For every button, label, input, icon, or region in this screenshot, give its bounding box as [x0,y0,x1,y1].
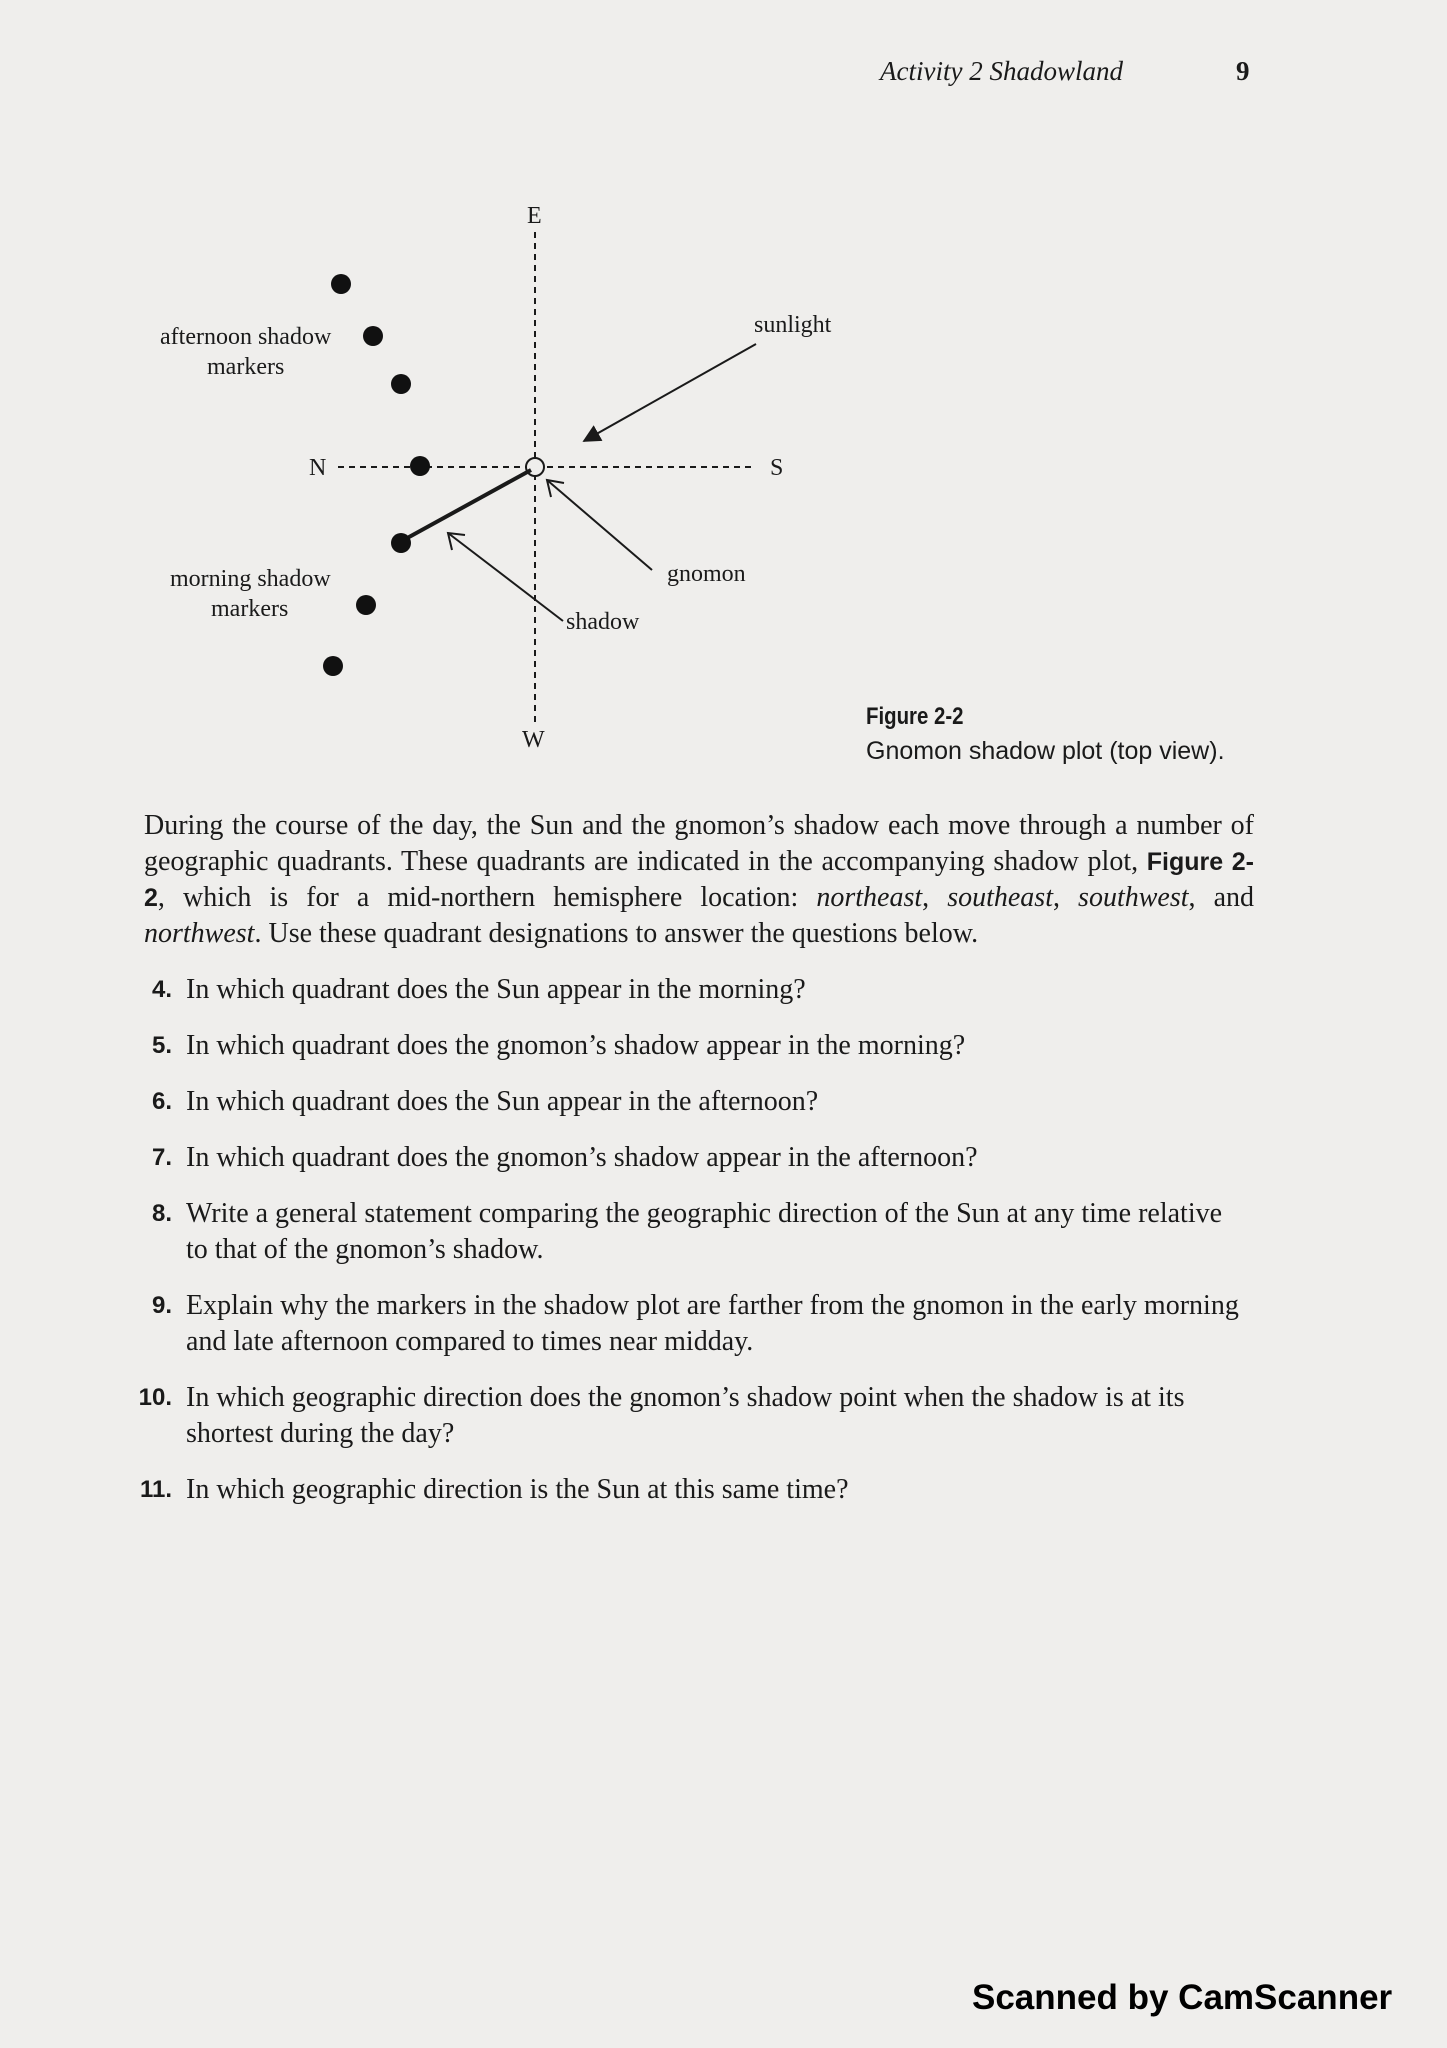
intro-paragraph [144,808,1254,952]
morning-marker [323,656,343,676]
question-item [136,1196,1246,1268]
shadow-plot-figure [0,0,1447,800]
question-text: In which geographic direction is the Sun at this same time? [186,1474,849,1505]
question-item [136,1028,1246,1064]
shadow-pointer [448,533,563,621]
question-number: 7. [151,1144,172,1171]
question-number: 6. [151,1088,172,1115]
compass-north: N [309,455,327,481]
question-text: Explain why the markers in the shadow plot are farther from the gnomon in the early morning and late afternoon compared to times near midday. [186,1290,1239,1357]
quadrant-northwest: northwest [144,918,255,949]
compass-east: E [527,203,542,229]
figure-caption-label: Figure 2-2 [866,703,964,730]
scanner-watermark: Scanned by CamScanner [972,1978,1393,2017]
morning-marker [356,595,376,615]
question-number: 10. [138,1384,172,1411]
question-number: 9. [151,1292,172,1319]
afternoon-marker [363,326,383,346]
question-text: In which quadrant does the gnomon’s shadow appear in the afternoon? [186,1142,978,1173]
gnomon-shadow-line [400,470,531,542]
separator: , and [1188,882,1255,913]
intro-text-start: During the course of the day, the Sun and the gnomon’s shadow each move through a number of geographic quadrants. These quadrants are indicated in the accompanying shadow plot, [144,810,1254,877]
question-text: In which quadrant does the gnomon’s shadow appear in the morning? [186,1030,966,1061]
question-list [136,972,1246,1508]
question-number: 8. [151,1200,172,1227]
question-item [136,1288,1246,1360]
running-head: Activity 2 Shadowland [880,56,1123,86]
figure-caption [866,700,1225,768]
gnomon-label: gnomon [667,561,746,587]
question-item [136,1472,1246,1508]
question-number: 11. [139,1476,172,1503]
separator: , [922,882,948,913]
question-item [136,972,1246,1008]
quadrant-northeast: northeast [816,882,923,913]
morning-label-line2: markers [211,596,289,622]
figure-caption-text: Gnomon shadow plot (top view). [866,737,1225,765]
question-item [136,1140,1246,1176]
sunlight-label: sunlight [754,312,832,338]
afternoon-marker [331,274,351,294]
page-number: 9 [1236,56,1250,86]
noon-marker [410,456,430,476]
question-number: 5. [151,1032,172,1059]
morning-marker [391,533,411,553]
intro-text-mid: , which is for a mid-northern hemisphere location: [157,882,817,913]
compass-south: S [770,455,784,481]
shadow-label: shadow [566,609,640,635]
intro-text-end: . Use these quadrant designations to answer the questions below. [254,918,979,949]
figure-reference: Figure 2-2 [144,848,1254,912]
compass-west: W [522,727,545,753]
sunlight-arrow [584,344,756,441]
quadrant-southwest: southwest [1078,882,1189,913]
question-number: 4. [151,976,172,1003]
question-item [136,1380,1246,1452]
quadrant-southeast: southeast [947,882,1053,913]
question-text: In which quadrant does the Sun appear in the morning? [186,974,806,1005]
gnomon-pointer [547,480,652,570]
afternoon-label-line1: afternoon shadow [160,324,332,350]
afternoon-marker [391,374,411,394]
question-text: In which geographic direction does the gnomon’s shadow point when the shadow is at its shortest during the day? [186,1382,1185,1449]
question-item [136,1084,1246,1120]
question-text: In which quadrant does the Sun appear in the afternoon? [186,1086,819,1117]
question-text: Write a general statement comparing the geographic direction of the Sun at any time relative to that of the gnomon’s shadow. [186,1198,1223,1265]
morning-label-line1: morning shadow [170,566,331,592]
afternoon-label-line2: markers [207,354,285,380]
separator: , [1052,882,1079,913]
